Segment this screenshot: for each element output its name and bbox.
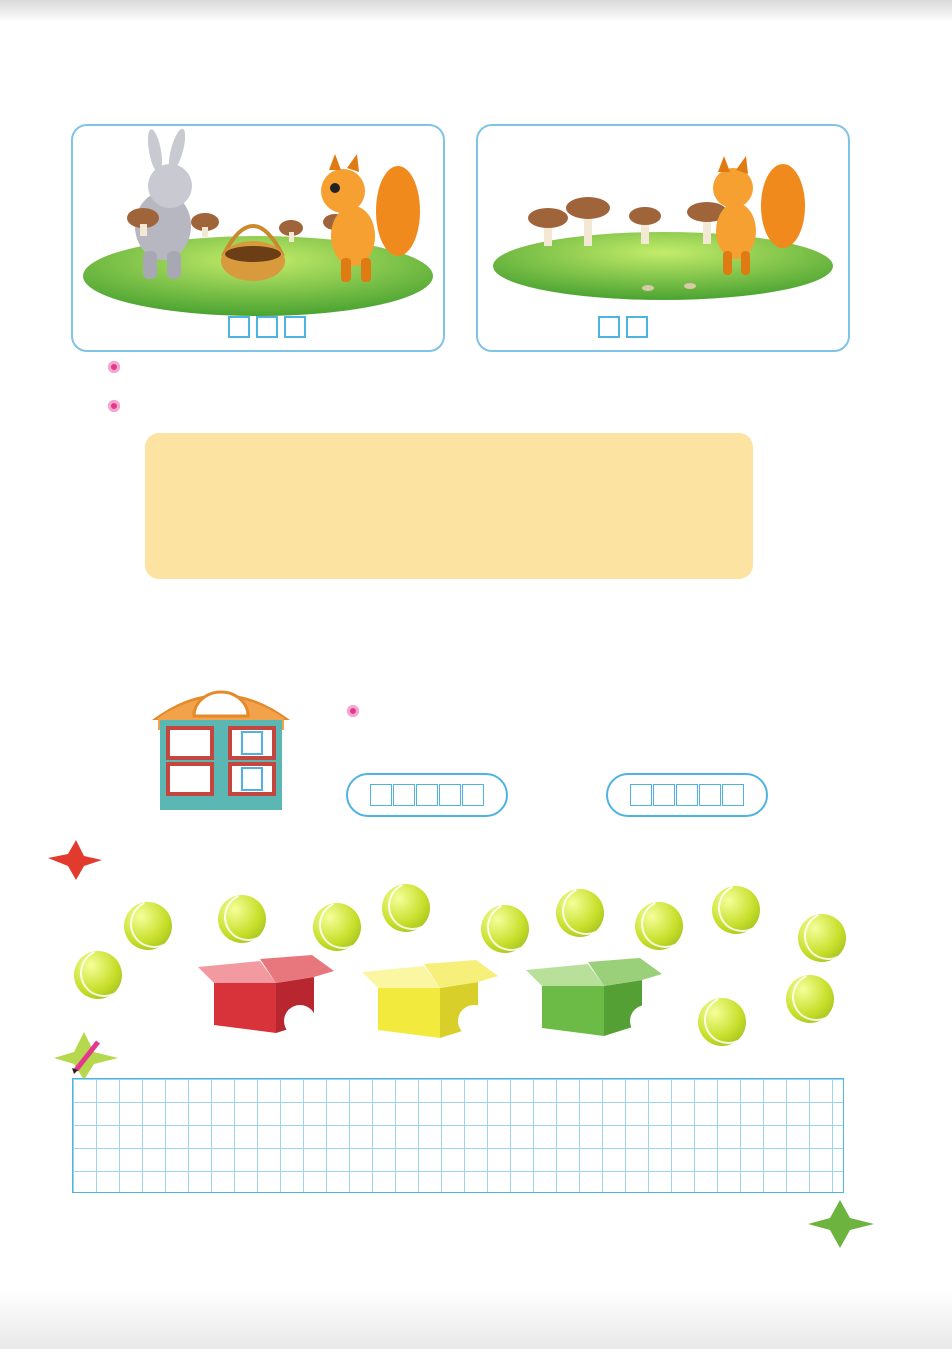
box-number-5 xyxy=(458,1005,490,1037)
star-marker-icon xyxy=(46,838,104,882)
bullet-icon xyxy=(108,400,120,412)
answer-box[interactable] xyxy=(626,316,648,338)
tennis-ball-icon[interactable] xyxy=(481,905,529,953)
tennis-ball-icon[interactable] xyxy=(698,998,746,1046)
answer-box[interactable] xyxy=(228,316,250,338)
writing-grid[interactable] xyxy=(72,1078,844,1193)
decor-dots-bottom xyxy=(70,1201,810,1215)
tennis-ball-icon[interactable] xyxy=(798,914,846,962)
bullet-icon xyxy=(347,705,359,717)
tennis-ball-icon[interactable] xyxy=(786,975,834,1023)
box-number-4 xyxy=(630,1005,662,1037)
box-number-3 xyxy=(284,1005,316,1037)
tennis-ball-icon[interactable] xyxy=(74,951,122,999)
tennis-ball-icon[interactable] xyxy=(382,884,430,932)
picture-frame-left xyxy=(71,124,445,352)
equation-left xyxy=(228,316,306,341)
equation-pill-2[interactable] xyxy=(606,773,768,817)
number-house xyxy=(148,676,294,810)
bullet-icon xyxy=(108,361,120,373)
squirrel-mushrooms-illustration xyxy=(478,126,848,350)
answer-box[interactable] xyxy=(284,316,306,338)
page-number-star-icon xyxy=(806,1198,876,1250)
pencil-marker-icon xyxy=(50,1030,120,1082)
tennis-ball-icon[interactable] xyxy=(218,895,266,943)
tennis-ball-icon[interactable] xyxy=(635,902,683,950)
tennis-ball-icon[interactable] xyxy=(124,902,172,950)
rule-box xyxy=(145,433,753,579)
basket-icon xyxy=(221,226,285,281)
picture-frame-right xyxy=(476,124,850,352)
top-shade xyxy=(0,0,952,22)
equation-right xyxy=(598,316,648,341)
answer-box[interactable] xyxy=(598,316,620,338)
equation-pill-1[interactable] xyxy=(346,773,508,817)
equals-sign xyxy=(439,784,461,806)
decor-dots-top xyxy=(70,73,932,87)
tennis-ball-icon[interactable] xyxy=(712,886,760,934)
tennis-ball-icon[interactable] xyxy=(556,889,604,937)
equals-sign xyxy=(699,784,721,806)
answer-box[interactable] xyxy=(256,316,278,338)
tennis-ball-icon[interactable] xyxy=(313,903,361,951)
bottom-shade xyxy=(0,1289,952,1349)
